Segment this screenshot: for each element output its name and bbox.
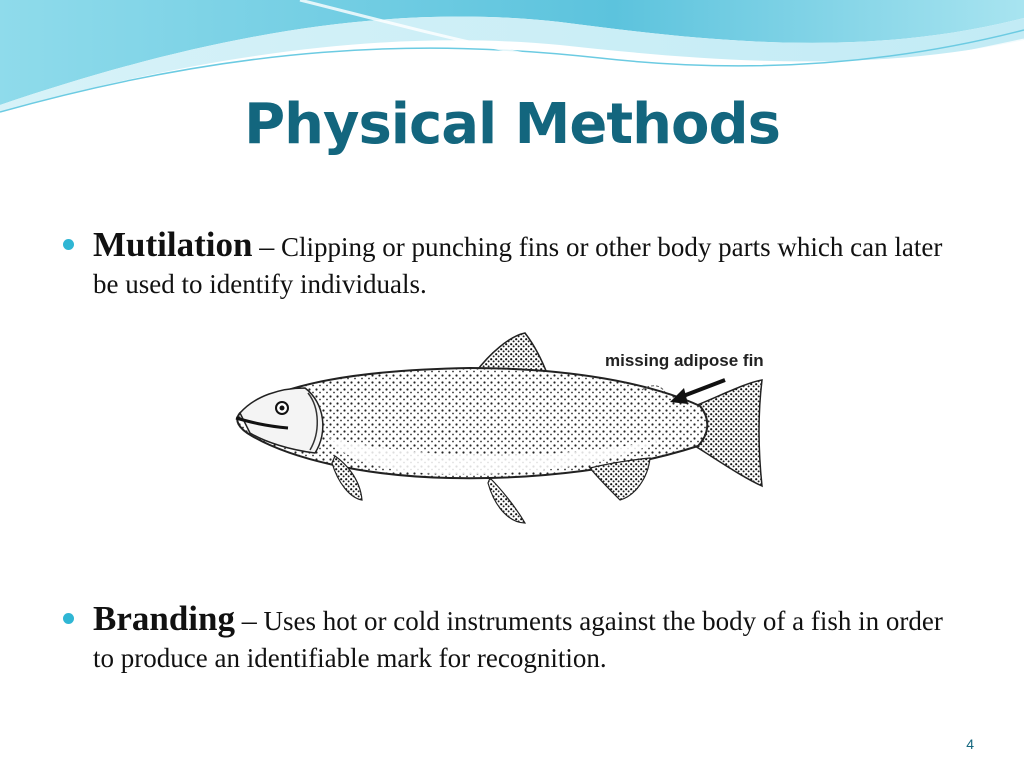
bullet-description: Clipping or punching fins or other body parts which can later be used to identify individuals. [93, 232, 943, 299]
bullet-separator: – [241, 604, 257, 637]
fish-label: missing adipose fin [605, 351, 764, 370]
bullet-dot-icon [63, 613, 74, 624]
bullet-term: Mutilation [93, 225, 253, 264]
bullet-term: Branding [93, 599, 235, 638]
bullet-separator: – [259, 230, 275, 263]
page-number: 4 [966, 736, 974, 752]
bullet-branding [63, 600, 963, 677]
bullet-dot-icon [63, 239, 74, 250]
trout-illustration [210, 318, 840, 538]
bullet-mutilation [63, 226, 963, 303]
page-title: Physical Methods [244, 92, 780, 157]
bullet-description: Uses hot or cold instruments against the body of a fish in order to produce an identifiable mark for recognition. [93, 606, 943, 673]
